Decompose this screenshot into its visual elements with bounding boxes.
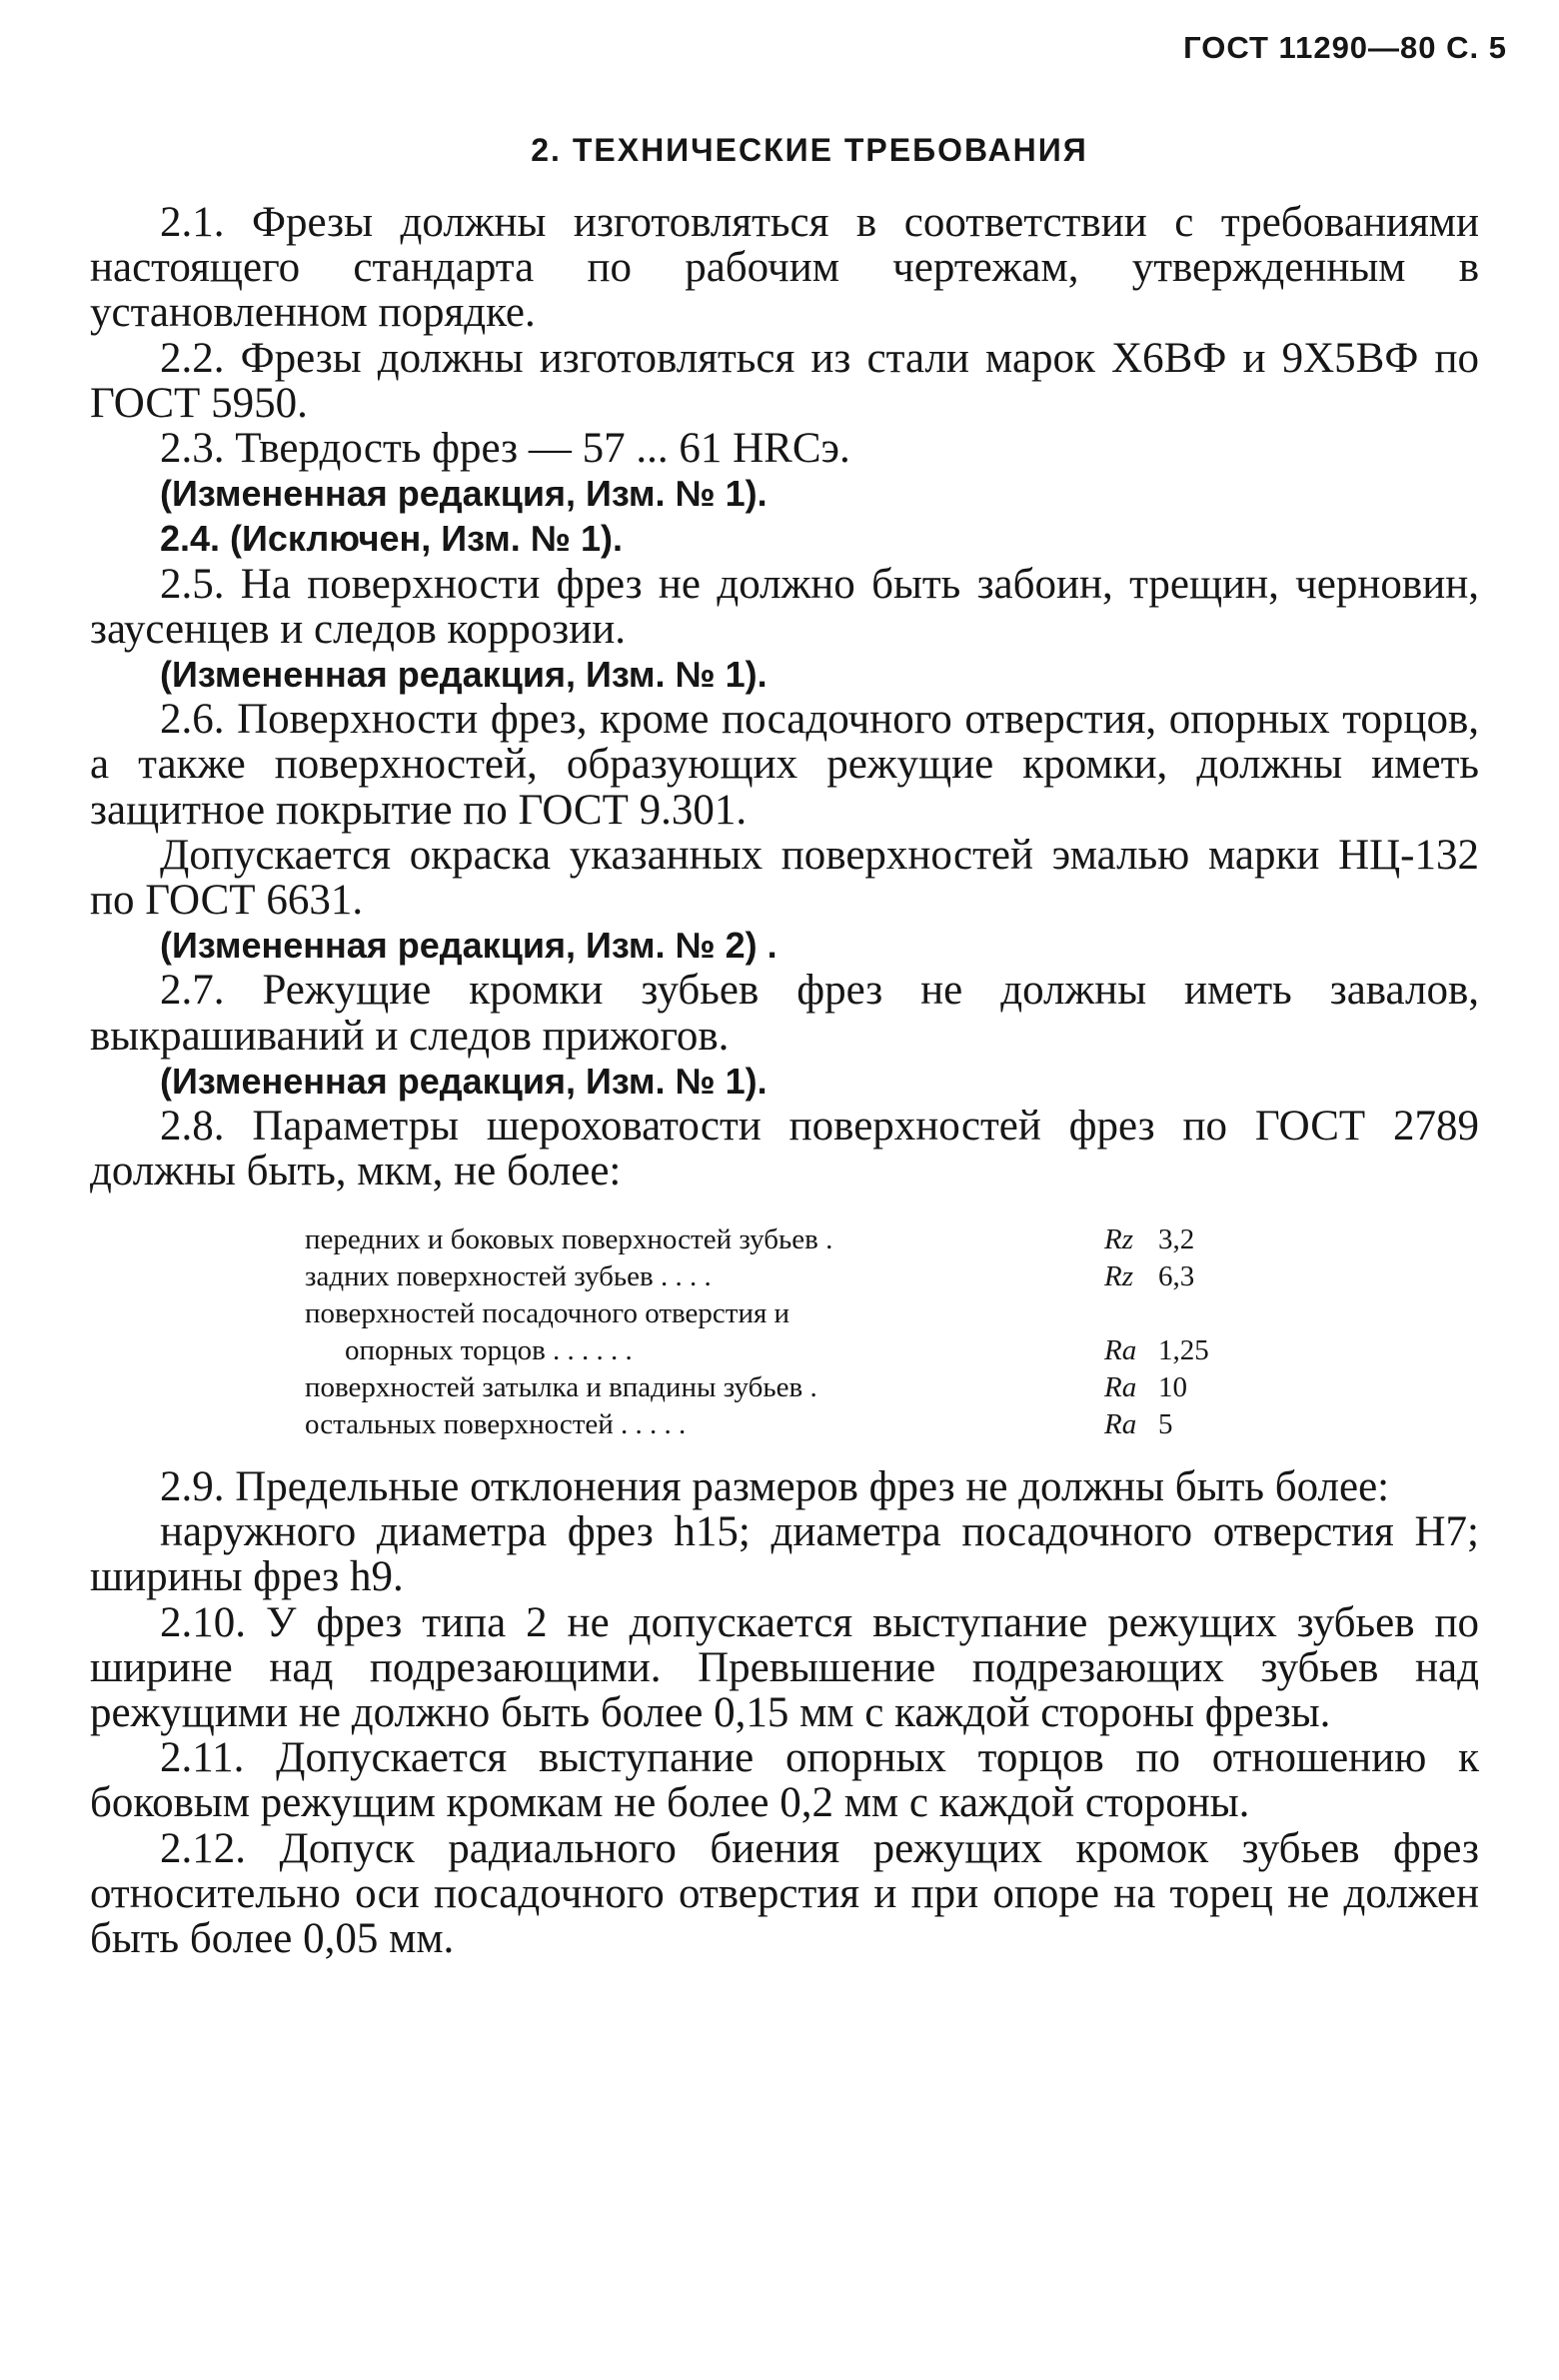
paragraph-2-6: 2.6. Поверхности фрез, кроме посадочного отверстия, опорных торцов, а также поверхностей, образующих режущие кромки, должны иметь защитное покрытие по ГОСТ 9.301. [90,696,1479,834]
roughness-surface: остальных поверхностей . . . . . [305,1408,687,1440]
roughness-row [305,1295,1209,1332]
roughness-parameter: Rz [1104,1260,1133,1292]
roughness-row [305,1221,1209,1258]
paragraph-2-6-allowance: Допускается окраска указанных поверхностей эмалью марки НЦ-132 по ГОСТ 6631. [90,831,1479,925]
roughness-value [1150,1295,1209,1332]
paragraph-2-5: 2.5. На поверхности фрез не должно быть забоин, трещин, черновин, заусенцев и следов коррозии. [90,560,1479,653]
roughness-parameter: Ra [1104,1334,1137,1366]
roughness-row [305,1258,1209,1295]
roughness-parameter: Ra [1104,1371,1137,1403]
paragraph-2-3: 2.3. Твердость фрез — 57 ... 61 HRCэ. [160,425,850,473]
paragraph-2-9-limits: наружного диаметра фрез h15; диаметра посадочного отверстия Н7; ширины фрез h9. [90,1508,1479,1601]
roughness-row [305,1406,1209,1443]
roughness-row [305,1369,1209,1406]
roughness-row [305,1332,1209,1369]
paragraph-2-11: 2.11. Допускается выступание опорных торцов по отношению к боковым режущим кромкам не более 0,2 мм с каждой стороны. [90,1734,1479,1827]
paragraph-2-10: 2.10. У фрез типа 2 не допускается выступание режущих зубьев по ширине над подрезающими. Превышение подрезающих зубьев над режущими не должно быть более 0,15 мм с каждой стороны фрезы. [90,1598,1479,1737]
roughness-value: 6,3 [1158,1260,1195,1292]
roughness-surface: поверхностей посадочного отверстия и [305,1297,790,1329]
page-header: ГОСТ 11290—80 С. 5 [1183,30,1507,65]
roughness-surface: опорных торцов . . . . . . [345,1334,633,1366]
paragraph-2-8: 2.8. Параметры шероховатости поверхностей фрез по ГОСТ 2789 должны быть, мкм, не более: [90,1103,1479,1195]
roughness-value: 10 [1158,1371,1187,1403]
roughness-parameter: Ra [1104,1408,1137,1440]
paragraph-2-9: 2.9. Предельные отклонения размеров фрез не должны быть более: [160,1463,1390,1510]
roughness-value: 3,2 [1158,1223,1195,1255]
requirements-lower [90,1464,1479,1961]
section-title: 2. ТЕХНИЧЕСКИЕ ТРЕБОВАНИЯ [531,132,1088,168]
roughness-surface: передних и боковых поверхностей зубьев . [305,1223,833,1255]
roughness-surface: поверхностей затылка и впадины зубьев . [305,1371,817,1403]
roughness-surface: задних поверхностей зубьев . . . . [305,1260,712,1292]
paragraph-2-4: 2.4. (Исключен, Изм. № 1). [160,518,623,560]
amendment-note-4: (Измененная редакция, Изм. № 1). [160,1060,768,1102]
roughness-value: 5 [1158,1408,1173,1440]
roughness-table [305,1221,1209,1443]
paragraph-2-2: 2.2. Фрезы должны изготовляться из стали марок Х6ВФ и 9Х5ВФ по ГОСТ 5950. [90,334,1479,427]
roughness-parameter [1104,1295,1150,1332]
paragraph-2-12: 2.12. Допуск радиального биения режущих кромок зубьев фрез относительно оси посадочного отверстия и при опоре на торец не должен быть более 0,05 мм. [90,1824,1479,1963]
amendment-note-3: (Измененная редакция, Изм. № 2) . [160,925,778,967]
requirements-upper [90,200,1479,1193]
paragraph-2-7: 2.7. Режущие кромки зубьев фрез не должны иметь завалов, выкрашиваний и следов прижогов. [90,967,1479,1060]
roughness-parameter: Rz [1104,1223,1133,1255]
paragraph-2-1: 2.1. Фрезы должны изготовляться в соответствии с требованиями настоящего стандарта по рабочим чертежам, утвержденным в установленном порядке. [90,199,1479,337]
amendment-note-1: (Измененная редакция, Изм. № 1). [160,473,768,515]
roughness-value: 1,25 [1158,1334,1209,1366]
amendment-note-2: (Измененная редакция, Изм. № 1). [160,654,768,696]
